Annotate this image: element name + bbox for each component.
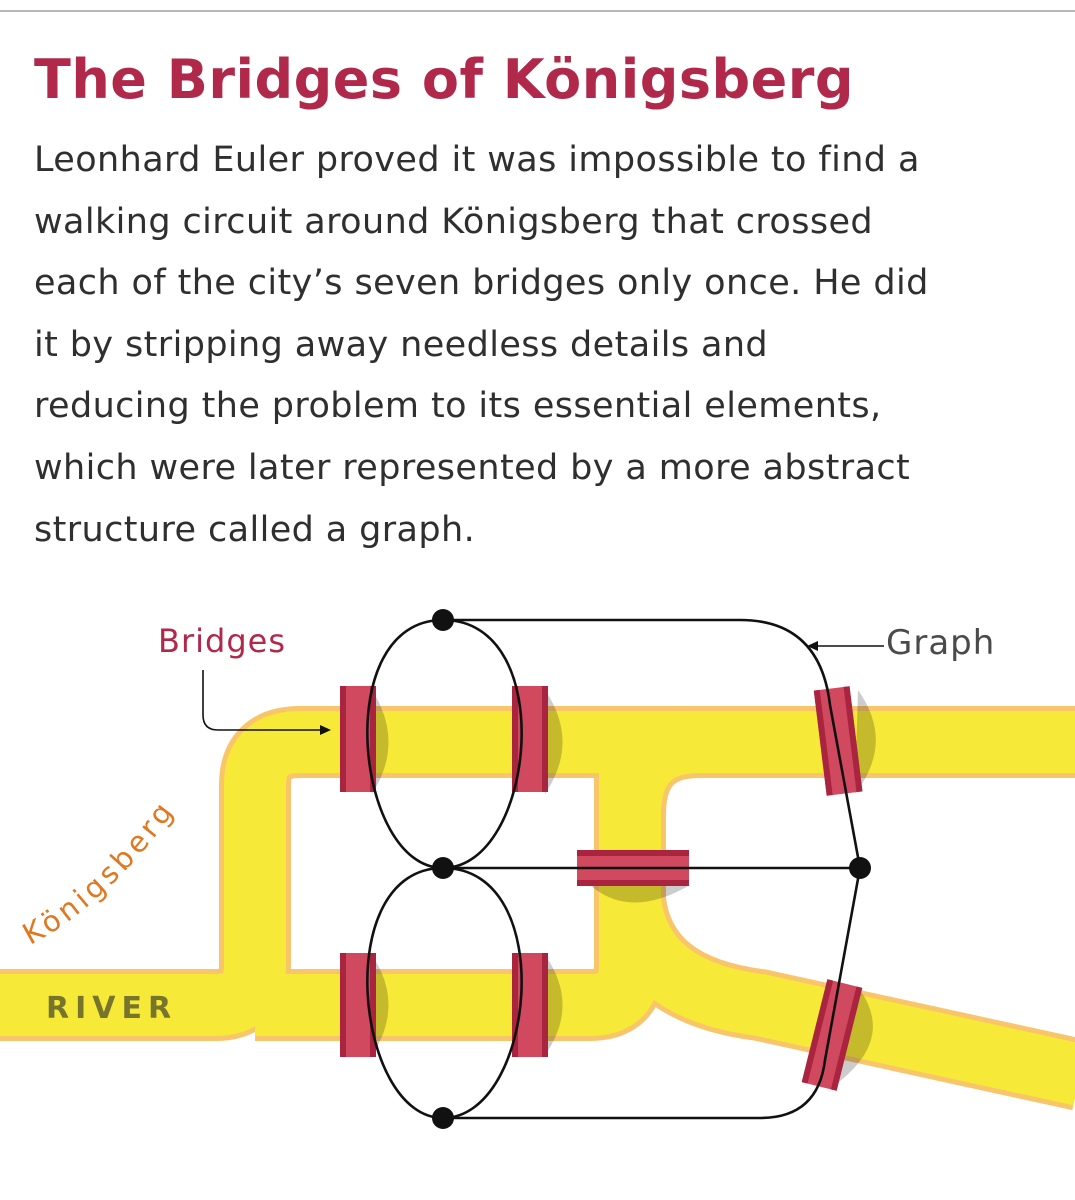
bridge-3: [814, 686, 863, 796]
graph-node: [849, 857, 871, 879]
graph-label: Graph: [886, 623, 996, 663]
graph-node: [432, 857, 454, 879]
bridges-label: Bridges: [158, 622, 286, 660]
graph-node: [432, 609, 454, 631]
intro-line: each of the city’s seven bridges only once. He did: [34, 263, 929, 304]
bridge-6: [512, 953, 548, 1057]
graph-callout-arrow: [807, 641, 884, 651]
intro-line: Leonhard Euler proved it was impossible to find a: [34, 140, 920, 180]
intro-line: walking circuit around Königsberg that crossed: [34, 201, 874, 242]
intro-line: structure called a graph.: [34, 509, 476, 550]
graph-node: [432, 1107, 454, 1129]
intro-line: it by stripping away needless details and: [34, 324, 769, 365]
intro-line: which were later represented by a more abstract: [34, 447, 911, 488]
konigsberg-label-text: Königsberg: [16, 792, 182, 952]
river-label: RIVER: [46, 991, 178, 1026]
intro-line: reducing the problem to its essential elements,: [34, 386, 882, 427]
page-title: The Bridges of Königsberg: [34, 48, 855, 111]
konigsberg-label: [17, 793, 182, 951]
bridge-5: [340, 953, 376, 1057]
